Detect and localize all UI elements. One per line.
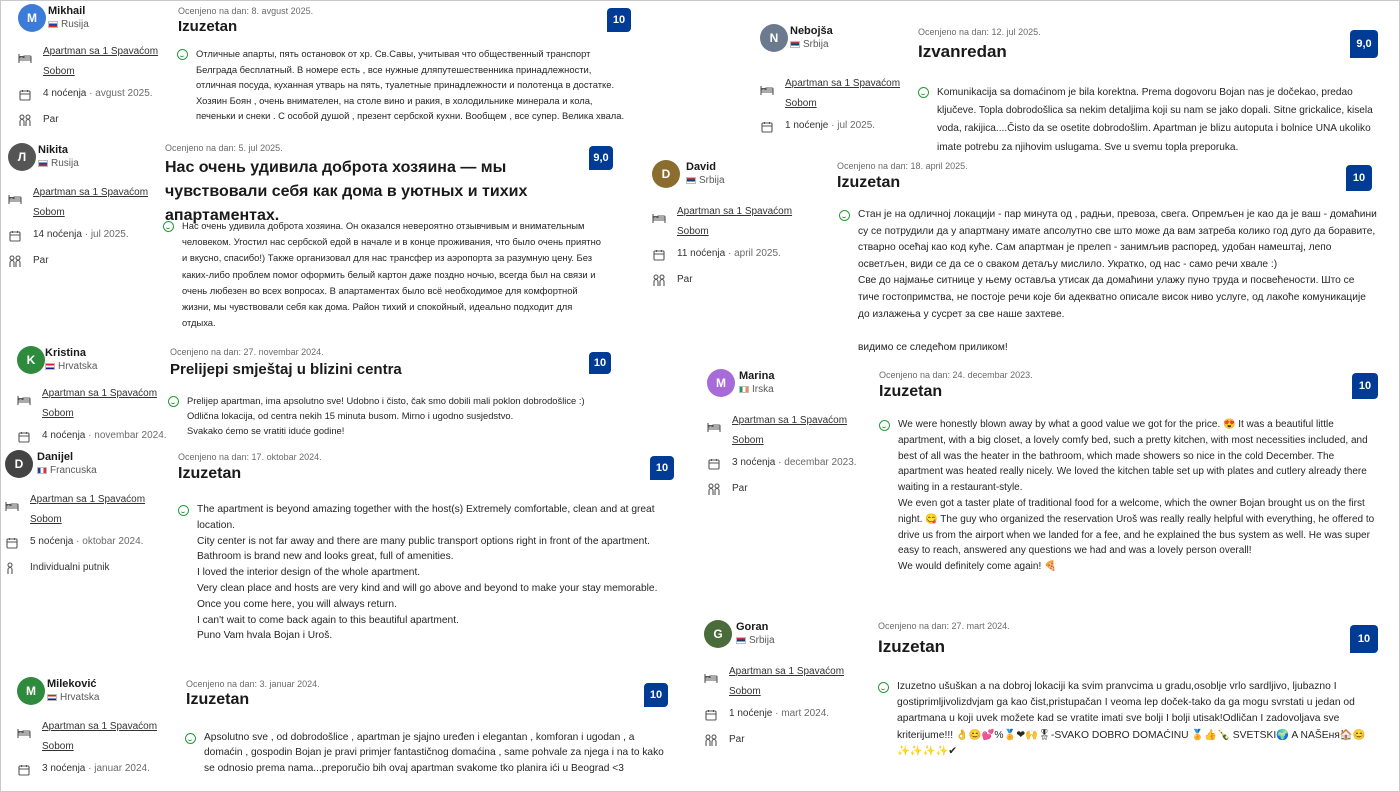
bed-icon xyxy=(18,51,32,69)
reviewer-name: Nikita xyxy=(38,144,68,156)
room-type-link[interactable]: Apartman sa 1 Spavaćom Sobom xyxy=(732,415,848,446)
nights-label: 4 noćenja xyxy=(42,430,86,441)
review-date: Ocenjeno na dan: 27. mart 2024. xyxy=(878,621,1010,631)
country-label: Francuska xyxy=(50,465,97,476)
stay-separator: · xyxy=(85,430,95,441)
review-text: Стан је на одличној локацији - пар минута од , радњи, превоза, свега. Опремљен је као да је ваш - домаћини су се потрудили да у апартману имате апсолутно све што може да вам затреба колико год дуго да боравите, стварно осећај као код куће. Сам апартман је прелеп - занимљив распоред, удобан намештај, лепо осветљен, види се да се о сваком детаљу мислило. Укратко, од нас - само речи хвале :) Све до најмање ситнице у њему оставља утисак да домаћини улажу пуно труда и посвећености. Што се тиче гостопримства, не постоје речи које би адекватно описале висок ниво услуге, од лакоће комуникације до излажења у сусрет за све наше захтеве. видимо се следећом приликом! xyxy=(858,209,1377,353)
stay-info xyxy=(43,88,153,99)
room-type-link[interactable]: Apartman sa 1 Spavaćom Sobom xyxy=(42,721,158,752)
reviewer-name: Nebojša xyxy=(790,25,833,37)
avatar: K xyxy=(17,346,45,374)
reviewer-name: Kristina xyxy=(45,347,86,359)
score-badge: 10 xyxy=(589,352,611,374)
flag-icon xyxy=(37,467,47,474)
score-badge: 10 xyxy=(644,683,668,707)
stay-month: jul 2025. xyxy=(90,229,129,240)
review-date: Ocenjeno na dan: 3. januar 2024. xyxy=(186,679,320,689)
smile-icon xyxy=(178,505,189,516)
smile-icon xyxy=(185,733,196,744)
review-date: Ocenjeno na dan: 8. avgust 2025. xyxy=(178,6,314,16)
avatar: M xyxy=(18,4,46,32)
review-title: Нас очень удивила доброта хозяина — мы чувствовали себя как дома в уютных и тихих апартаментах. xyxy=(165,159,528,224)
reviewer-country xyxy=(790,39,829,50)
score-badge: 9,0 xyxy=(1350,30,1378,58)
country-label: Rusija xyxy=(61,19,89,30)
review-text: Prelijep apartman, ima apsolutno sve! Udobno i čisto, čak smo dobili mali poklon dobrodošlice :) Odlična lokacija, od centra nekih 15 minuta busom. Mirno i ugodno susjedstvo. Svakako ćemo se vratiti iduće godine! xyxy=(187,395,585,437)
calendar-icon xyxy=(761,120,773,138)
room-type-link[interactable]: Apartman sa 1 Spavaćom Sobom xyxy=(30,494,146,525)
stay-month: april 2025. xyxy=(734,248,781,259)
avatar: M xyxy=(707,369,735,397)
score-badge: 10 xyxy=(1352,373,1378,399)
score-badge: 10 xyxy=(1346,165,1372,191)
nights-label: 5 noćenja xyxy=(30,536,74,547)
avatar: D xyxy=(5,450,33,478)
stay-month: mart 2024. xyxy=(781,708,830,719)
nights-label: 14 noćenja xyxy=(33,229,82,240)
flag-icon xyxy=(686,177,696,184)
stay-info xyxy=(30,536,143,547)
person-icon xyxy=(5,562,15,580)
calendar-icon xyxy=(18,430,30,448)
calendar-icon xyxy=(705,708,717,726)
calendar-icon xyxy=(19,88,31,106)
nights-label: 1 noćenje xyxy=(785,120,829,131)
reviewer-country xyxy=(45,361,97,372)
country-label: Rusija xyxy=(51,158,79,169)
stay-month: oktobar 2024. xyxy=(82,536,144,547)
traveler-type: Par xyxy=(43,114,59,125)
bed-icon xyxy=(707,420,721,438)
room-type-link[interactable]: Apartman sa 1 Spavaćom Sobom xyxy=(729,666,845,697)
review-date: Ocenjeno na dan: 5. jul 2025. xyxy=(165,143,283,153)
stay-month: januar 2024. xyxy=(94,763,150,774)
reviewer-country xyxy=(736,635,775,646)
smile-icon xyxy=(163,221,174,232)
country-label: Srbija xyxy=(749,635,775,646)
flag-icon xyxy=(736,637,746,644)
reviewer-country xyxy=(37,465,97,476)
score-badge: 10 xyxy=(1350,625,1378,653)
bed-icon xyxy=(652,211,666,229)
nights-label: 4 noćenja xyxy=(43,88,87,99)
review-text: Komunikacija sa domaćinom je bila korektna. Prema dogovoru Bojan nas je dočekao, predao ključeve. Topla dobrodošlica sa nekim detaljima koji su nam se jako dopali. Sitne grickalice, kisela voda, rakijica....Čisto da se osetite dobrodošlim. Apartman je blizu autoputa i bolnice UNA ukoliko imate potrebu za njihovim uslugama. Sve u svemu topla preporuka. xyxy=(937,87,1373,153)
avatar: G xyxy=(704,620,732,648)
bed-icon xyxy=(17,393,31,411)
reviewer-name: Goran xyxy=(736,621,769,633)
review-text: Нас очень удивила доброта хозяина. Он оказался невероятно отзывчивым и внимательным человеком. Угостил нас сербской едой в начале и в конце проживания, что было очень приятно и вкусно, спасибо!) Также организовал для нас трансфер из аэропорта за разумную цену. Без каких-либо проблем помог оформить белый картон даже поздно ночью, всегда был на связи и очень любезен во всех вопросах. В апартаментах было всё необходимое для комфортной жизни, мы чувствовали себя как дома. Район тихий и спокойный, идеально подходит для отдыха. xyxy=(182,220,601,329)
nights-label: 1 noćenje xyxy=(729,708,773,719)
country-label: Srbija xyxy=(699,175,725,186)
traveler-type: Par xyxy=(677,274,693,285)
review-title: Izuzetan xyxy=(178,18,238,35)
nights-label: 3 noćenja xyxy=(42,763,86,774)
score-badge: 9,0 xyxy=(589,146,613,170)
score-badge: 10 xyxy=(607,8,631,32)
reviewer-name: Danijel xyxy=(37,451,74,463)
smile-icon xyxy=(168,396,179,407)
calendar-icon xyxy=(653,248,665,266)
bed-icon xyxy=(704,671,718,689)
reviewer-country xyxy=(48,19,89,30)
nights-label: 11 noćenja xyxy=(677,248,726,259)
people-icon xyxy=(704,734,718,752)
review-title: Izuzetan xyxy=(837,174,901,191)
country-label: Hrvatska xyxy=(60,692,100,703)
review-date: Ocenjeno na dan: 27. novembar 2024. xyxy=(170,347,324,357)
review-title: Izvanredan xyxy=(918,42,1007,61)
score-badge: 10 xyxy=(650,456,674,480)
stay-month: novembar 2024. xyxy=(94,430,167,441)
room-type-link[interactable]: Apartman sa 1 Spavaćom Sobom xyxy=(42,388,158,419)
review-text: Apsolutno sve , od dobrodošlice , apartman je sjajno uređen i elegantan , komforan i ugodan , a domaćin , gospodin Bojan je pravi primjer fantastičnog domaćina , same pohvale za njega i na to kako se odnosio prema nama...preporučio bih ovaj apartman svakome tko planira ići u Beograd <3 xyxy=(204,732,664,774)
people-icon xyxy=(652,274,666,292)
bed-icon xyxy=(8,192,22,210)
reviewer-country xyxy=(739,384,774,395)
stay-month: decembar 2023. xyxy=(784,457,857,468)
review-title: Izuzetan xyxy=(186,691,250,708)
stay-month: jul 2025. xyxy=(837,120,876,131)
people-icon xyxy=(8,255,22,273)
people-icon xyxy=(18,114,32,132)
stay-separator: · xyxy=(828,120,838,131)
traveler-type: Par xyxy=(729,734,745,745)
review-date: Ocenjeno na dan: 12. jul 2025. xyxy=(918,27,1041,37)
review-date: Ocenjeno na dan: 17. oktobar 2024. xyxy=(178,452,322,462)
smile-icon xyxy=(918,87,929,98)
flag-icon xyxy=(739,386,749,393)
bed-icon xyxy=(760,83,774,101)
flag-icon xyxy=(48,21,58,28)
reviewer-country xyxy=(686,175,725,186)
stay-separator: · xyxy=(73,536,83,547)
bed-icon xyxy=(5,499,19,517)
smile-icon xyxy=(177,49,188,60)
review-title: Prelijepi smještaj u blizini centra xyxy=(170,361,402,378)
reviewer-country xyxy=(47,692,99,703)
smile-icon xyxy=(878,682,889,693)
calendar-icon xyxy=(18,763,30,781)
avatar: D xyxy=(652,160,680,188)
avatar: N xyxy=(760,24,788,52)
stay-month: avgust 2025. xyxy=(95,88,153,99)
room-type-link[interactable]: Apartman sa 1 Spavaćom Sobom xyxy=(33,187,149,218)
smile-icon xyxy=(879,420,890,431)
stay-info xyxy=(729,708,829,719)
reviewer-name: Mileković xyxy=(47,678,97,690)
traveler-type: Individualni putnik xyxy=(30,562,110,573)
review-text: The apartment is beyond amazing together with the host(s) Extremely comfortable, clean and at great location. City center is not far away and there are many public transport options right in front of the apartment. Bathroom is brand new and looks great, full of amenities. I loved the interior design of the whole apartment. Very clean place and hosts are very kind and will go above and beyond to make your stay memorable. Once you come here, you will always return. I can't wait to come back again to this beautiful apartment. Puno Vam hvala Bojan i Uroš. xyxy=(197,504,658,642)
reviewer-name: Marina xyxy=(739,370,775,382)
people-icon xyxy=(707,483,721,501)
country-label: Hrvatska xyxy=(58,361,98,372)
stay-info xyxy=(785,120,875,131)
room-type-link[interactable]: Apartman sa 1 Spavaćom Sobom xyxy=(677,206,793,237)
flag-icon xyxy=(38,160,48,167)
stay-info xyxy=(33,229,129,240)
reviewer-name: David xyxy=(686,161,716,173)
room-type-link[interactable]: Apartman sa 1 Spavaćom Sobom xyxy=(43,46,159,77)
calendar-icon xyxy=(6,536,18,554)
flag-icon xyxy=(47,694,57,701)
traveler-type: Par xyxy=(33,255,49,266)
stay-info xyxy=(42,763,150,774)
review-date: Ocenjeno na dan: 24. decembar 2023. xyxy=(879,370,1033,380)
flag-icon xyxy=(790,41,800,48)
nights-label: 3 noćenja xyxy=(732,457,776,468)
stay-info xyxy=(42,430,167,441)
country-label: Srbija xyxy=(803,39,829,50)
bed-icon xyxy=(17,726,31,744)
stay-info xyxy=(732,457,857,468)
calendar-icon xyxy=(708,457,720,475)
review-date: Ocenjeno na dan: 18. april 2025. xyxy=(837,161,968,171)
review-title: Izuzetan xyxy=(178,465,242,482)
review-text: Izuzetno ušuškan a na dobroj lokaciji ka svim pranvcima u gradu,osoblje vrlo sardljivo, ljubazno I gostiprimljivolizdvjam ga kao čist,pristupačan I veoma lep doček-tako da ga mogu svrstati u jedan od apartmana u koji uvek možete kad se vratite imati sve bolji I bolji utisak!Odličan I zadovoljava sve kriterijume!!! 👌😊💕%🏅❤🙌🎖-SVAKO DOBRO DOMAĆINU 🏅👍🍾 SVETSKI🌍 A NAŠEня🏠😊✨✨✨✨✔ xyxy=(897,681,1366,757)
stay-separator: · xyxy=(725,248,735,259)
smile-icon xyxy=(839,210,850,221)
stay-separator: · xyxy=(772,708,782,719)
review-text: We were honestly blown away by what a good value we got for the price. 😍 It was a beautiful little apartment, with a big closet, a lovely comfy bed, such a pretty kitchen, with most necessities included, and best of all was the heater in the bathroom, which made showers so nice in the cold December. The apartment was heated really nicely. We loved the kitchen table set up with plates and cutlery already there waiting in a restaurant-style. We even got a taster plate of traditional food for a welcome, which the owner Bojan brought us on the first night. 😋 The guy who organized the reservation Uroš was really really helpful with everything, he offered to drive us from the airport when we landed for a fee, and he explained the bus system as well. He was super easy to reach, answered any questions we had and was a lovely person overall! We would definitely come again! 🍕 xyxy=(898,419,1375,573)
reviewer-country xyxy=(38,158,79,169)
review-text: Отличные апарты, пять остановок от хр. Св.Савы, учитывая что общественный транспорт Белграда бесплатный. В номере есть , все нужные дляпутешественника принадлежности, отличная посуда, куханная утварь на пять, туалетные принадлежности и полотенца в достатке. Хозяин Боян , очень внимателен, на столе вино и ракия, в холодильнике минерала и кола, печеньки и снеки . С особой душой , презент сербской кухни. Вообщем , все супер. Велика хвала. xyxy=(196,48,625,122)
stay-separator: · xyxy=(81,229,91,240)
reviewer-name: Mikhail xyxy=(48,5,86,17)
flag-icon xyxy=(45,363,55,370)
avatar: M xyxy=(17,677,45,705)
country-label: Irska xyxy=(752,384,774,395)
stay-info xyxy=(677,248,781,259)
review-title: Izuzetan xyxy=(878,637,946,656)
stay-separator: · xyxy=(85,763,95,774)
avatar: Л xyxy=(8,143,36,171)
review-title: Izuzetan xyxy=(879,383,943,400)
stay-separator: · xyxy=(775,457,785,468)
traveler-type: Par xyxy=(732,483,748,494)
calendar-icon xyxy=(9,229,21,247)
room-type-link[interactable]: Apartman sa 1 Spavaćom Sobom xyxy=(785,78,901,109)
stay-separator: · xyxy=(86,88,96,99)
